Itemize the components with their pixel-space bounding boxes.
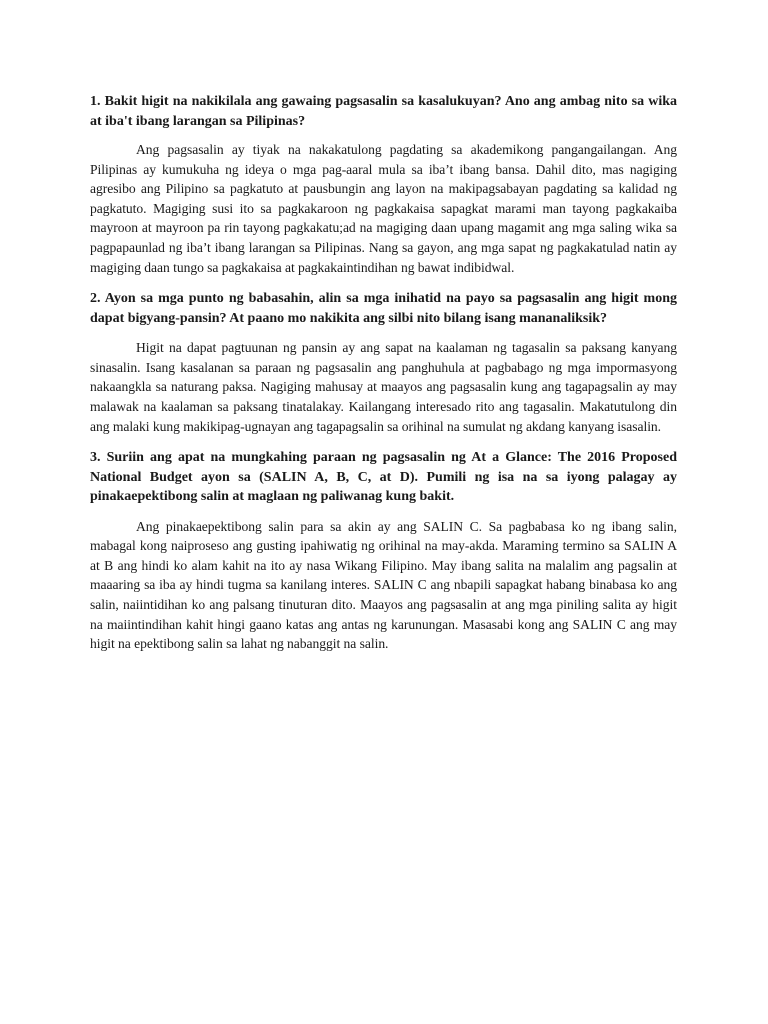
question-2: 2. Ayon sa mga punto ng babasahin, alin sa mga inihatid na payo sa pagsasalin ang higit mong dapat bigyang-pansin? At paano mo nakikita ang silbi nito bilang isang mananaliksik? xyxy=(90,291,677,326)
answer-1: Ang pagsasalin ay tiyak na nakakatulong pagdating sa akademikong pangangailangan. Ang Pilipinas ay kumukuha ng ideya o mga pag-aaral mula sa iba’t ibang bansa. Dahil dito, mas nagiging agresibo ang Pilipino sa pagkatuto at pausbungin ang layon na makipagsabayan pagdating sa kalidad ng pagkatuto. Magiging susi ito sa pagkakaroon ng pagkakaisa sapagkat marami man tayong pagkakaiba mayroon at mayroon pa rin tayong pagkakatu;ad na magiging daan upang magamit ang mga saling wika sa pagpapaunlad ng iba’t ibang larangan sa Pilipinas. Nang sa gayon, ang mga sapat ng pagkakatulad natin ay magiging daan tungo sa pagkakaisa at pagkakaintindihan ng bawat indibidwal. xyxy=(90,142,677,275)
question-1: 1. Bakit higit na nakikilala ang gawaing pagsasalin sa kasalukuyan? Ano ang ambag nito sa wika at iba't ibang larangan sa Pilipinas? xyxy=(90,94,677,129)
question-3: 3. Suriin ang apat na mungkahing paraan ng pagsasalin ng At a Glance: The 2016 Proposed National Budget ayon sa (SALIN A, B, C, at D). Pumili ng isa na sa iyong palagay ay pinakaepektibong salin at maglaan ng paliwanag kung bakit. xyxy=(90,450,677,505)
answer-3: Ang pinakaepektibong salin para sa akin ay ang SALIN C. Sa pagbabasa ko ng ibang salin, mabagal kong naiproseso ang gusting ipahiwatig ng orihinal na may-akda. Maraming termino sa SALIN A at B ang hindi ko alam kahit na ito ay nasa Wikang Filipino. May ibang salita na malalim ang pagsalin at maaaring sa iba ay hindi tugma sa kanilang interes. SALIN C ang nbapili sapagkat habang binabasa ko ang salin, naiintidihan ko ang palsang tinuturan dito. Maayos ang pagsasalin at ang mga piniling salita ay higit na maiintindihan kahit hingi gaano katas ang antas ng karunungan. Masasabi kong ang SALIN C ang may higit na epektibong salin sa lahat ng nabanggit na salin. xyxy=(90,518,677,652)
document-page xyxy=(90,92,677,666)
answer-2: Higit na dapat pagtuunan ng pansin ay ang sapat na kaalaman ng tagasalin sa paksang kanyang sinasalin. Isang kasalanan sa paraan ng pagsasalin ang panghuhula at pagbabago ng mga impormasyong nakaangkla sa naturang paksa. Nagiging mahusay at maayos ang pagsasalin kung ang tagapagsalin ay may malawak na kaalaman sa paksang tinatalakay. Kailangang interesado rito ang tagasalin. Makatutulong din ang malaki kung makikipag-ugnayan ang tagapagsalin sa orihinal na sumulat ng akdang kanyang isasalin. xyxy=(90,340,677,434)
